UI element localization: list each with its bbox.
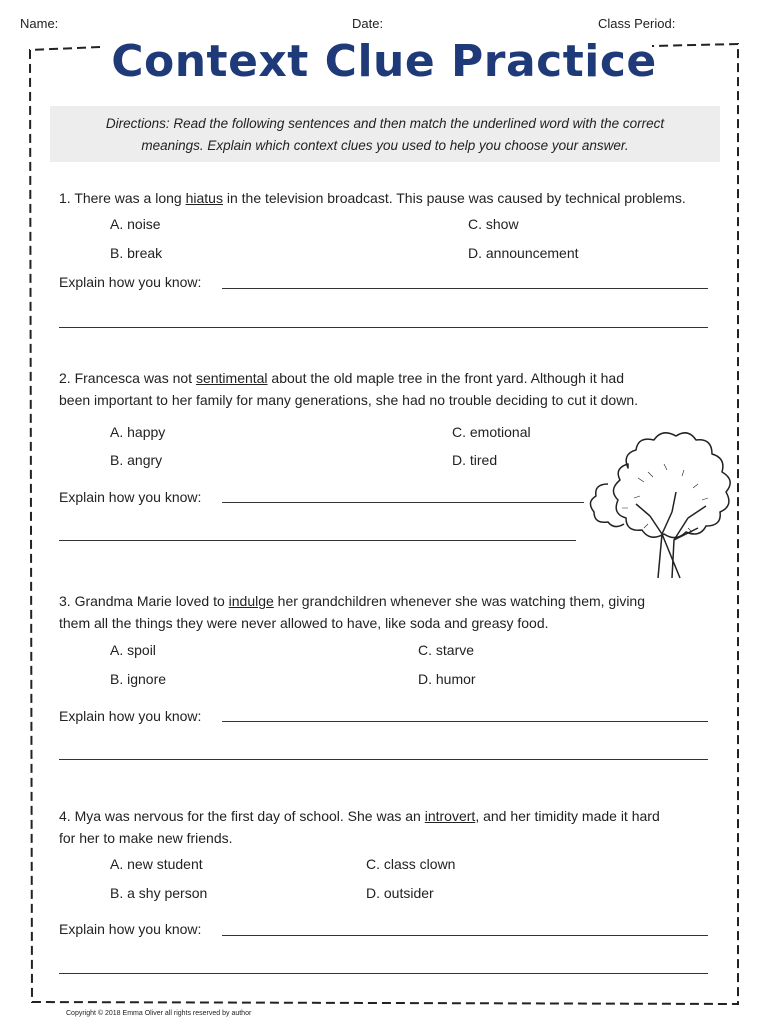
q1-option-b[interactable]: B. break [110, 245, 163, 261]
question-1-word: hiatus [185, 190, 223, 206]
q4-explain-label: Explain how you know: [59, 921, 202, 937]
q3-option-c[interactable]: C. starve [418, 642, 475, 658]
q2-answer-line-2[interactable] [59, 540, 576, 541]
q4-option-b[interactable]: B. a shy person [110, 885, 208, 901]
question-2 [59, 367, 638, 411]
date-label: Date: [352, 16, 384, 31]
directions-box [50, 106, 720, 162]
q3-answer-line-2[interactable] [59, 759, 708, 760]
q4-option-d[interactable]: D. outsider [366, 885, 434, 901]
question-3-text-line-2: them all the things they were never allowed to have, like soda and greasy food. [59, 615, 549, 631]
q2-explain-label: Explain how you know: [59, 489, 202, 505]
question-3-word: indulge [228, 593, 274, 609]
q1-answer-line-2[interactable] [59, 327, 708, 328]
q3-answer-line-1[interactable] [222, 721, 708, 722]
q4-answer-line-2[interactable] [59, 973, 708, 974]
question-4-text-end: , and her timidity made it hard [475, 808, 660, 824]
question-3-text: 3. Grandma Marie loved to [59, 593, 229, 609]
q4-option-a[interactable]: A. new student [110, 856, 203, 872]
name-label: Name: [20, 16, 59, 31]
question-2-text-end: about the old maple tree in the front yard. Although it had [267, 370, 625, 386]
q4-answer-line-1[interactable] [222, 935, 708, 936]
question-2-text-line-2: been important to her family for many generations, she had no trouble deciding to cut it down. [59, 392, 639, 408]
q1-explain-label: Explain how you know: [59, 274, 202, 290]
question-2-text: 2. Francesca was not [59, 370, 196, 386]
q1-option-c[interactable]: C. show [468, 216, 519, 232]
question-4-word: introvert [424, 808, 476, 824]
question-3-text-end: her grandchildren whenever she was watching them, giving [273, 593, 646, 609]
class-period-label: Class Period: [598, 16, 676, 31]
question-2-word: sentimental [195, 370, 268, 386]
directions-line-1: Directions: Read the following sentences and then match the underlined word with the correct [105, 116, 665, 131]
q2-answer-line-1[interactable] [222, 502, 584, 503]
question-4-text-line-2: for her to make new friends. [59, 830, 233, 846]
q3-option-b[interactable]: B. ignore [110, 671, 167, 687]
q3-option-a[interactable]: A. spoil [110, 642, 156, 658]
question-1-text-end: in the television broadcast. This pause was caused by technical problems. [222, 190, 686, 206]
q3-option-d[interactable]: D. humor [418, 671, 476, 687]
question-4 [59, 805, 660, 849]
q3-explain-label: Explain how you know: [59, 708, 202, 724]
q2-option-b[interactable]: B. angry [110, 452, 163, 468]
question-3 [59, 590, 645, 634]
question-1-text: 1. There was a long [59, 190, 186, 206]
page-title: Context Clue Practice [111, 36, 657, 87]
copyright-notice: Copyright © 2018 Emma Oliver all rights reserved by author [66, 1010, 252, 1017]
q2-option-d[interactable]: D. tired [452, 452, 498, 468]
directions-line-2: meanings. Explain which context clues you used to help you choose your answer. [141, 138, 629, 153]
q1-option-d[interactable]: D. announcement [468, 245, 579, 261]
q1-option-a[interactable]: A. noise [110, 216, 161, 232]
q2-option-a[interactable]: A. happy [110, 424, 166, 440]
question-4-text: 4. Mya was nervous for the first day of school. She was an [59, 808, 425, 824]
q2-option-c[interactable]: C. emotional [452, 424, 531, 440]
question-1 [59, 187, 686, 209]
tree-icon [588, 428, 758, 583]
q1-answer-line-1[interactable] [222, 288, 708, 289]
q4-option-c[interactable]: C. class clown [366, 856, 456, 872]
